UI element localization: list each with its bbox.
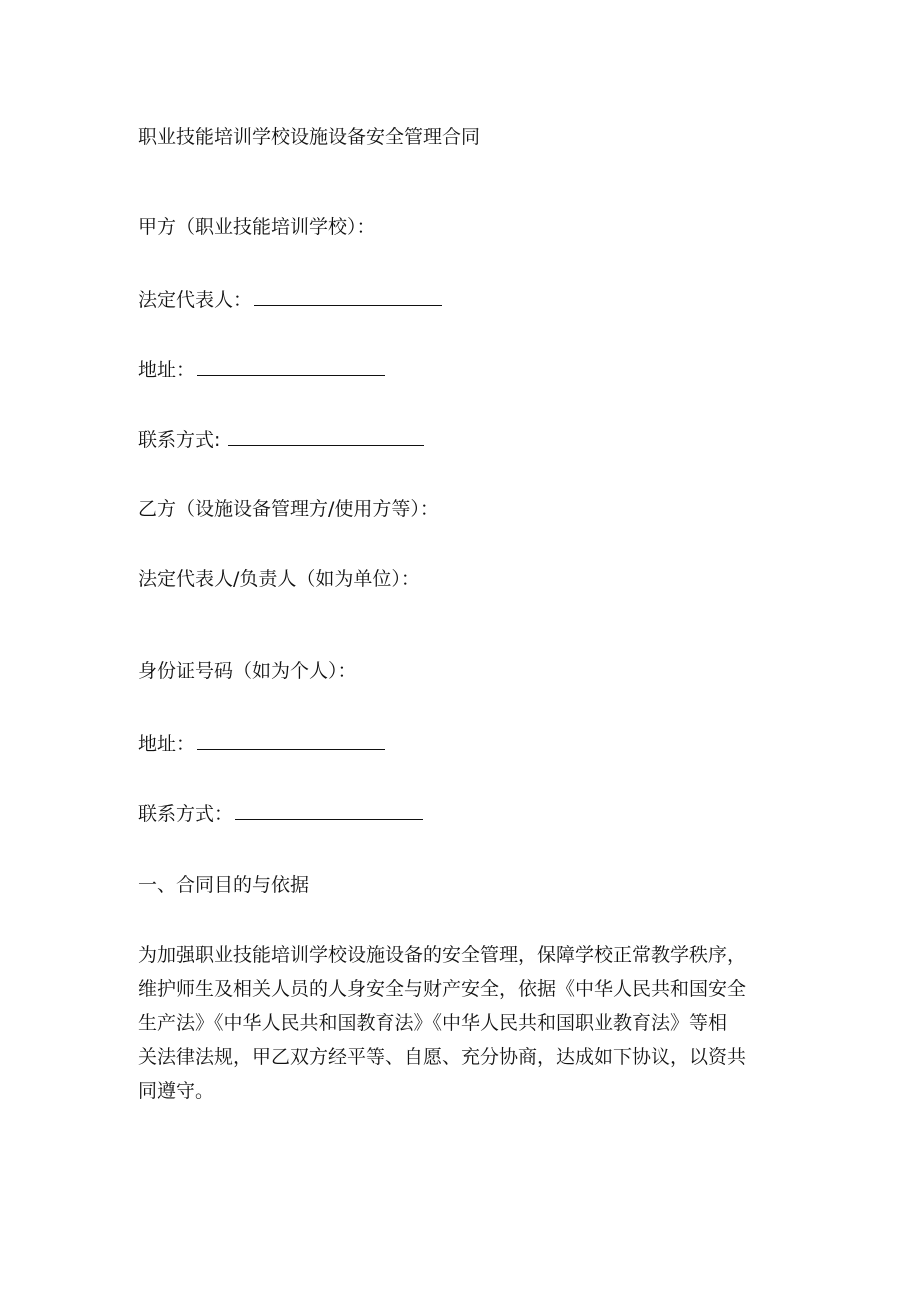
- party-b-representative-label: 法定代表人/负责人（如为单位）：: [138, 568, 420, 590]
- party-a-address-blank[interactable]: [197, 357, 385, 376]
- paragraph-line: 为加强职业技能培训学校设施设备的安全管理，保障学校正常教学秩序，: [138, 944, 747, 966]
- party-a-contact-blank[interactable]: [228, 427, 424, 446]
- section-1-paragraph: [138, 938, 783, 1108]
- party-b-id-label: 身份证号码（如为个人）：: [138, 660, 357, 682]
- document-title: 职业技能培训学校设施设备安全管理合同: [138, 126, 481, 148]
- party-a-contact-label: 联系方式:: [138, 429, 221, 451]
- party-a-contact-line: [138, 427, 424, 452]
- party-a-representative-blank[interactable]: [254, 287, 442, 306]
- party-a-address-label: 地址：: [138, 359, 196, 381]
- party-a-heading: 甲方（职业技能培训学校）：: [138, 216, 376, 238]
- party-b-contact-line: [138, 801, 423, 826]
- party-a-representative-label: 法定代表人：: [138, 289, 253, 311]
- party-a-representative-line: [138, 287, 442, 312]
- party-b-heading: 乙方（设施设备管理方/使用方等）：: [138, 498, 439, 520]
- paragraph-line: 生产法》《中华人民共和国教育法》《中华人民共和国职业教育法》等相: [138, 1012, 728, 1034]
- party-b-address-line: [138, 731, 385, 756]
- paragraph-line: 维护师生及相关人员的人身安全与财产安全，依据《中华人民共和国安全: [138, 978, 747, 1000]
- party-b-address-blank[interactable]: [197, 731, 385, 750]
- party-b-contact-label: 联系方式：: [138, 803, 234, 825]
- section-1-heading: 一、合同目的与依据: [138, 874, 310, 896]
- paragraph-line: 关法律法规，甲乙双方经平等、自愿、充分协商，达成如下协议，以资共: [138, 1046, 747, 1068]
- party-b-address-label: 地址：: [138, 733, 196, 755]
- paragraph-line: 同遵守。: [138, 1080, 215, 1102]
- party-b-contact-blank[interactable]: [235, 801, 423, 820]
- party-a-address-line: [138, 357, 385, 382]
